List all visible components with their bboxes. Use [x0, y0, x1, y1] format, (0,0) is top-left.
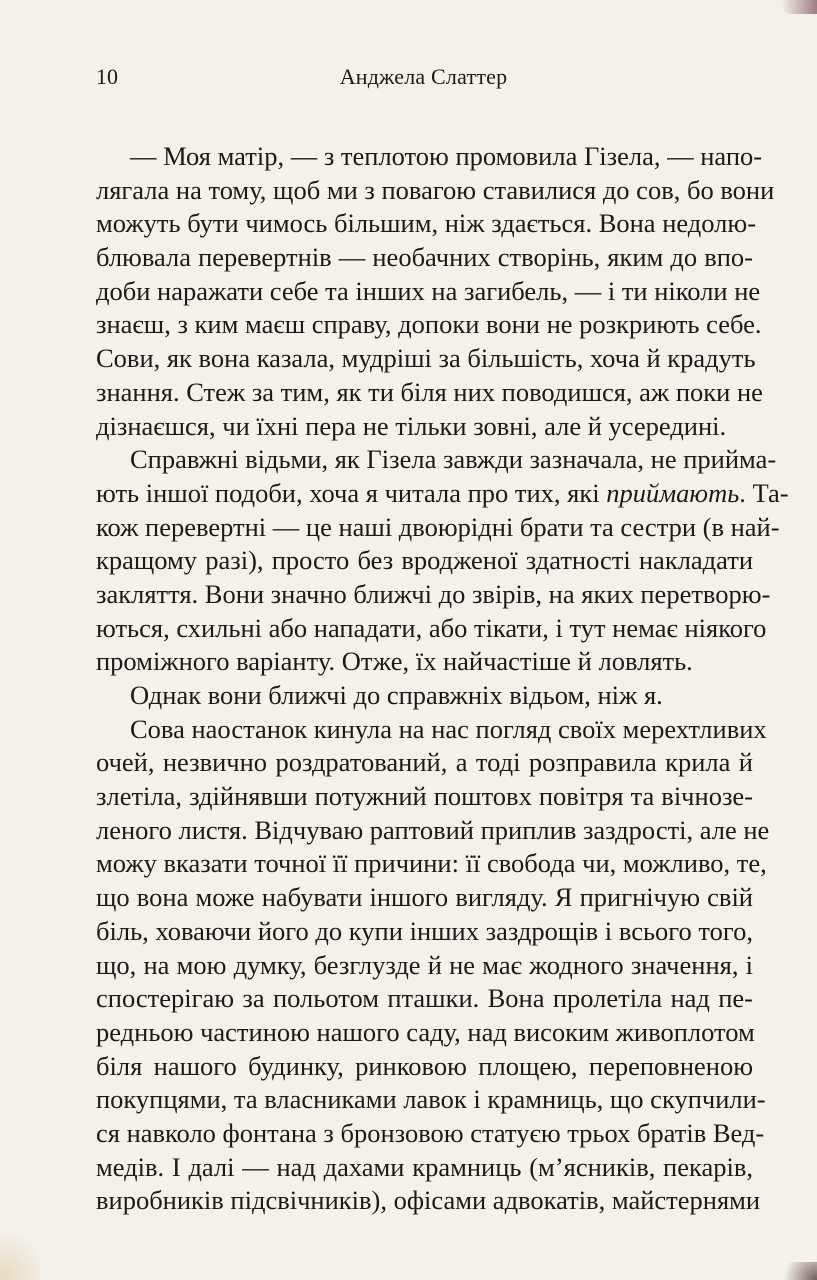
- text-line: медів. І далі — над дахами крамниць (м’ясників, пекарів,: [96, 1151, 753, 1182]
- text-line: закляття. Вони значно ближчі до звірів, на яких перетворю-: [96, 578, 771, 609]
- text-fragment: ють іншої подоби, хоча я читала про тих, які: [96, 477, 607, 508]
- text-line: ся навколо фонтана з бронзовою статуєю трьох братів Вед-: [96, 1117, 765, 1148]
- text-line: доби наражати себе та інших на загибель, — і ти ніколи не: [96, 275, 761, 306]
- text-line: знання. Стеж за тим, як ти біля них поводишся, аж поки не: [96, 376, 763, 407]
- text-line: біль, ховаючи його до купи інших заздрощів і всього того,: [96, 915, 753, 946]
- text-line: лягала на тому, щоб ми з повагою ставилися до сов, бо вони: [96, 174, 775, 205]
- text-line: Справжні відьми, як Гізела завжди зазначала, не прийма-: [130, 444, 777, 475]
- text-line: редньою частиною нашого саду, над високим живоплотом: [96, 1016, 755, 1047]
- page-edge-artifact: [773, 1262, 817, 1280]
- text-line: спостерігаю за польотом пташки. Вона пролетіла над пе-: [96, 983, 753, 1014]
- text-line: Однак вони ближчі до справжніх відьом, ніж я.: [130, 680, 663, 710]
- text-line: очей, незвично роздратований, а тоді розправила крила й: [96, 747, 753, 778]
- text-line: що вона може набувати іншого вигляду. Я пригнічую свій: [96, 882, 753, 913]
- text-line-mixed: [96, 477, 789, 511]
- text-line: що, на мою думку, безглузде й не має жодного значення, і: [96, 949, 753, 980]
- text-line: блювала перевертнів — необачних створінь, яким до впо-: [96, 242, 753, 273]
- page-edge-artifact: [0, 1220, 40, 1280]
- running-header: [96, 62, 751, 92]
- text-line: ються, схильні або нападати, або тікати, і тут немає ніякого: [96, 612, 767, 643]
- text-line: виробників підсвічників), офісами адвокатів, майстернями: [96, 1185, 761, 1216]
- page-number: 10: [96, 64, 118, 89]
- text-line: дізнаєшся, чи їхні пера не тільки зовні, але й усередині.: [96, 410, 727, 441]
- page-edge-artifact: [781, 0, 817, 14]
- text-line: леного листя. Відчуваю раптовий приплив заздрості, але не: [96, 814, 770, 845]
- text-line: злетіла, здійнявши потужний поштовх повітря та вічнозе-: [96, 781, 753, 812]
- text-line: Сова наостанок кинула на нас погляд своїх мерехтливих: [130, 713, 767, 744]
- text-line: кож перевертні — це наші двоюрідні брати та сестри (в най-: [96, 511, 780, 542]
- text-line: покупцями, та власниками лавок і крамниць, що скупчили-: [96, 1084, 766, 1115]
- text-line: кращому разі), просто без вродженої здатності накладати: [96, 545, 753, 576]
- text-line: біля нашого будинку, ринковою площею, переповненою: [96, 1050, 753, 1081]
- text-line: — Моя матір, — з теплотою промовила Гізела, — напо-: [130, 141, 763, 171]
- text-line: знаєш, з ким маєш справу, допоки вони не розкриють себе.: [96, 309, 762, 340]
- text-line: можу вказати точної її причини: її свобода чи, можливо, те,: [96, 848, 767, 879]
- body-text: [96, 140, 789, 1218]
- text-line: проміжного варіанту. Отже, їх найчастіше й ловлять.: [96, 646, 693, 677]
- running-title: Анджела Слаттер: [339, 64, 508, 89]
- text-line: Сови, як вона казала, мудріші за більшість, хоча й крадуть: [96, 343, 756, 374]
- text-line: можуть бути чимось більшим, ніж здається. Вона недолю-: [96, 208, 757, 239]
- text-fragment: . Та-: [739, 477, 789, 508]
- emphasized-word: приймають: [606, 477, 740, 508]
